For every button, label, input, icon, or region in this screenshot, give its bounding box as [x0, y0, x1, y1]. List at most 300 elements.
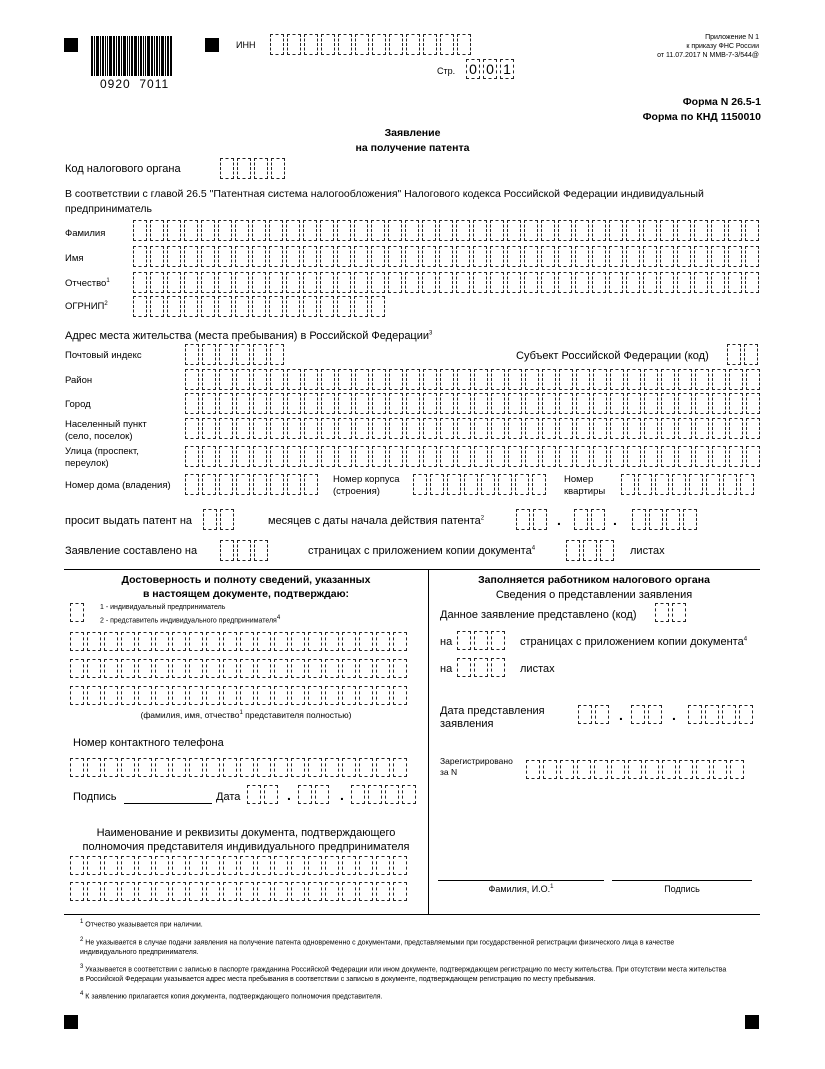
input-cell[interactable]: [372, 369, 386, 390]
input-cell[interactable]: [87, 686, 101, 705]
input-cell[interactable]: [439, 272, 453, 293]
input-cell[interactable]: [287, 369, 301, 390]
input-cell[interactable]: [464, 474, 478, 495]
input-cell[interactable]: [236, 344, 250, 365]
input-cell[interactable]: [440, 393, 454, 414]
input-cell[interactable]: [219, 446, 233, 467]
input-cell[interactable]: [456, 220, 470, 241]
input-cell[interactable]: [628, 760, 642, 779]
input-cell[interactable]: [253, 369, 267, 390]
input-cell[interactable]: [576, 393, 590, 414]
input-cell[interactable]: [271, 158, 285, 179]
input-cell[interactable]: [257, 882, 271, 901]
input-cell[interactable]: [359, 686, 373, 705]
input-cell[interactable]: [592, 246, 606, 267]
input-cell[interactable]: [354, 272, 368, 293]
input-cell[interactable]: [695, 369, 709, 390]
input-cell[interactable]: [389, 418, 403, 439]
input-cell[interactable]: [705, 705, 719, 724]
input-cell[interactable]: [185, 446, 199, 467]
input-cell[interactable]: [644, 369, 658, 390]
input-cell[interactable]: [201, 296, 215, 317]
input-cell[interactable]: [711, 272, 725, 293]
input-cell[interactable]: [543, 760, 557, 779]
input-cell[interactable]: [203, 509, 217, 530]
input-cell[interactable]: [337, 272, 351, 293]
input-cell[interactable]: [525, 369, 539, 390]
input-cell[interactable]: [593, 369, 607, 390]
input-cell[interactable]: [304, 446, 318, 467]
input-cell[interactable]: [303, 246, 317, 267]
input-cell[interactable]: [728, 220, 742, 241]
input-cell[interactable]: [371, 220, 385, 241]
input-cell[interactable]: [189, 882, 203, 901]
surname-cells[interactable]: [133, 220, 759, 241]
input-cell[interactable]: [627, 369, 641, 390]
input-cell[interactable]: [270, 474, 284, 495]
input-cell[interactable]: [558, 246, 572, 267]
input-cell[interactable]: [206, 882, 220, 901]
input-cell[interactable]: [490, 272, 504, 293]
input-cell[interactable]: [220, 158, 234, 179]
input-cell[interactable]: [422, 246, 436, 267]
input-cell[interactable]: [320, 220, 334, 241]
input-cell[interactable]: [291, 632, 305, 651]
input-cell[interactable]: [711, 246, 725, 267]
input-cell[interactable]: [406, 34, 420, 55]
input-cell[interactable]: [235, 246, 249, 267]
input-cell[interactable]: [320, 296, 334, 317]
input-cell[interactable]: [308, 758, 322, 777]
input-cell[interactable]: [189, 632, 203, 651]
input-cell[interactable]: [376, 758, 390, 777]
input-cell[interactable]: [133, 220, 147, 241]
input-cell[interactable]: [542, 446, 556, 467]
input-cell[interactable]: [121, 856, 135, 875]
input-cell[interactable]: [661, 369, 675, 390]
input-cell[interactable]: [559, 418, 573, 439]
input-cell[interactable]: [524, 220, 538, 241]
input-cell[interactable]: [269, 220, 283, 241]
input-cell[interactable]: [236, 474, 250, 495]
input-cell[interactable]: [240, 856, 254, 875]
input-cell[interactable]: [406, 446, 420, 467]
input-cell[interactable]: [413, 474, 427, 495]
input-cell[interactable]: [269, 296, 283, 317]
input-cell[interactable]: [631, 705, 645, 724]
input-cell[interactable]: [121, 758, 135, 777]
input-cell[interactable]: [694, 246, 708, 267]
input-cell[interactable]: [712, 418, 726, 439]
input-cell[interactable]: [342, 758, 356, 777]
input-cell[interactable]: [202, 446, 216, 467]
input-cell[interactable]: [219, 369, 233, 390]
input-cell[interactable]: [593, 418, 607, 439]
input-cell[interactable]: [287, 446, 301, 467]
phone-cells[interactable]: [70, 758, 407, 777]
input-cell[interactable]: [155, 659, 169, 678]
input-cell[interactable]: [304, 369, 318, 390]
input-cell[interactable]: [525, 418, 539, 439]
input-cell[interactable]: [223, 686, 237, 705]
input-cell[interactable]: [406, 369, 420, 390]
input-cell[interactable]: [167, 296, 181, 317]
input-cell[interactable]: [376, 659, 390, 678]
input-cell[interactable]: [269, 272, 283, 293]
input-cell[interactable]: [359, 758, 373, 777]
input-cell[interactable]: [456, 246, 470, 267]
input-cell[interactable]: [291, 659, 305, 678]
input-cell[interactable]: [474, 631, 488, 650]
input-cell[interactable]: [172, 659, 186, 678]
input-cell[interactable]: [121, 882, 135, 901]
input-cell[interactable]: [338, 446, 352, 467]
input-cell[interactable]: [610, 418, 624, 439]
input-cell[interactable]: [155, 632, 169, 651]
input-cell[interactable]: [632, 509, 646, 530]
input-cell[interactable]: [236, 369, 250, 390]
input-cell[interactable]: [695, 418, 709, 439]
input-cell[interactable]: [87, 856, 101, 875]
input-cell[interactable]: [491, 418, 505, 439]
input-cell[interactable]: [155, 686, 169, 705]
input-cell[interactable]: [223, 758, 237, 777]
input-cell[interactable]: [219, 344, 233, 365]
input-cell[interactable]: [185, 418, 199, 439]
input-cell[interactable]: [235, 272, 249, 293]
input-cell[interactable]: [560, 760, 574, 779]
input-cell[interactable]: [237, 158, 251, 179]
input-cell[interactable]: [559, 369, 573, 390]
input-cell[interactable]: [206, 632, 220, 651]
input-cell[interactable]: [202, 393, 216, 414]
input-cell[interactable]: [220, 509, 234, 530]
input-cell[interactable]: [722, 705, 736, 724]
input-cell[interactable]: [274, 856, 288, 875]
input-cell[interactable]: [649, 509, 663, 530]
input-cell[interactable]: [525, 393, 539, 414]
input-cell[interactable]: [121, 686, 135, 705]
street-cells[interactable]: [185, 446, 760, 467]
input-cell[interactable]: [712, 369, 726, 390]
input-cell[interactable]: [219, 474, 233, 495]
input-cell[interactable]: [235, 220, 249, 241]
input-cell[interactable]: [533, 509, 547, 530]
input-cell[interactable]: [666, 509, 680, 530]
input-cell[interactable]: [342, 882, 356, 901]
input-cell[interactable]: [202, 418, 216, 439]
input-cell[interactable]: [728, 246, 742, 267]
input-cell[interactable]: [206, 686, 220, 705]
input-cell[interactable]: [389, 446, 403, 467]
input-cell[interactable]: [325, 882, 339, 901]
input-cell[interactable]: [371, 296, 385, 317]
input-cell[interactable]: [218, 220, 232, 241]
input-cell[interactable]: [729, 393, 743, 414]
input-cell[interactable]: [439, 220, 453, 241]
input-cell[interactable]: [70, 686, 84, 705]
sign-year-cells[interactable]: [351, 785, 416, 804]
document-details-row[interactable]: [70, 882, 407, 901]
input-cell[interactable]: [423, 393, 437, 414]
input-cell[interactable]: [325, 686, 339, 705]
input-cell[interactable]: [406, 418, 420, 439]
start-month-cells[interactable]: [574, 509, 605, 530]
input-cell[interactable]: [593, 393, 607, 414]
input-cell[interactable]: [578, 705, 592, 724]
input-cell[interactable]: [121, 632, 135, 651]
input-cell[interactable]: [376, 856, 390, 875]
input-cell[interactable]: [70, 882, 84, 901]
input-cell[interactable]: [440, 446, 454, 467]
input-cell[interactable]: [662, 760, 676, 779]
input-cell[interactable]: [291, 856, 305, 875]
input-cell[interactable]: [150, 220, 164, 241]
start-day-cells[interactable]: [516, 509, 547, 530]
input-cell[interactable]: [626, 220, 640, 241]
input-cell[interactable]: [643, 246, 657, 267]
input-cell[interactable]: [201, 272, 215, 293]
input-cell[interactable]: [508, 446, 522, 467]
input-cell[interactable]: [287, 418, 301, 439]
input-cell[interactable]: [490, 220, 504, 241]
input-cell[interactable]: [252, 272, 266, 293]
input-cell[interactable]: [359, 659, 373, 678]
input-cell[interactable]: [286, 272, 300, 293]
input-cell[interactable]: [351, 785, 365, 804]
input-cell[interactable]: [355, 34, 369, 55]
input-cell[interactable]: [405, 246, 419, 267]
input-cell[interactable]: [405, 220, 419, 241]
input-cell[interactable]: [185, 369, 199, 390]
input-cell[interactable]: [337, 246, 351, 267]
input-cell[interactable]: [694, 272, 708, 293]
input-cell[interactable]: [388, 220, 402, 241]
received-pages-cells[interactable]: [457, 631, 505, 650]
document-details-row[interactable]: [70, 856, 407, 875]
input-cell[interactable]: [320, 246, 334, 267]
input-cell[interactable]: [270, 369, 284, 390]
input-cell[interactable]: [359, 882, 373, 901]
input-cell[interactable]: [474, 446, 488, 467]
submission-month-cells[interactable]: [631, 705, 662, 724]
input-cell[interactable]: [270, 446, 284, 467]
input-cell[interactable]: [150, 246, 164, 267]
input-cell[interactable]: [678, 393, 692, 414]
input-cell[interactable]: [274, 659, 288, 678]
input-cell[interactable]: [274, 758, 288, 777]
input-cell[interactable]: [202, 344, 216, 365]
input-cell[interactable]: [627, 446, 641, 467]
input-cell[interactable]: [474, 418, 488, 439]
input-cell[interactable]: [359, 856, 373, 875]
input-cell[interactable]: [325, 632, 339, 651]
input-cell[interactable]: [679, 760, 693, 779]
input-cell[interactable]: [474, 658, 488, 677]
input-cell[interactable]: [70, 856, 84, 875]
input-cell[interactable]: [610, 369, 624, 390]
representative-name-row[interactable]: [70, 686, 407, 705]
input-cell[interactable]: [138, 856, 152, 875]
input-cell[interactable]: [321, 34, 335, 55]
input-cell[interactable]: [368, 785, 382, 804]
input-cell[interactable]: [689, 474, 703, 495]
input-cell[interactable]: [189, 686, 203, 705]
sign-day-cells[interactable]: [247, 785, 278, 804]
name-cells[interactable]: [133, 246, 759, 267]
input-cell[interactable]: [308, 659, 322, 678]
input-cell[interactable]: [355, 446, 369, 467]
input-cell[interactable]: [746, 418, 760, 439]
input-cell[interactable]: [440, 34, 454, 55]
input-cell[interactable]: [746, 393, 760, 414]
input-cell[interactable]: [150, 272, 164, 293]
received-sheets-cells[interactable]: [457, 658, 505, 677]
input-cell[interactable]: [236, 446, 250, 467]
input-cell[interactable]: [155, 758, 169, 777]
input-cell[interactable]: [121, 659, 135, 678]
input-cell[interactable]: [576, 418, 590, 439]
input-cell[interactable]: [610, 446, 624, 467]
input-cell[interactable]: [342, 659, 356, 678]
input-cell[interactable]: [457, 446, 471, 467]
input-cell[interactable]: [745, 272, 759, 293]
input-cell[interactable]: [201, 246, 215, 267]
input-cell[interactable]: [254, 540, 268, 561]
input-cell[interactable]: [70, 758, 84, 777]
input-cell[interactable]: [473, 246, 487, 267]
input-cell[interactable]: [372, 418, 386, 439]
input-cell[interactable]: [678, 418, 692, 439]
input-cell[interactable]: [189, 659, 203, 678]
input-cell[interactable]: [308, 632, 322, 651]
input-cell[interactable]: [291, 686, 305, 705]
input-cell[interactable]: [524, 246, 538, 267]
input-cell[interactable]: [660, 220, 674, 241]
input-cell[interactable]: [600, 540, 614, 561]
input-cell[interactable]: [388, 272, 402, 293]
input-cell[interactable]: [695, 393, 709, 414]
input-cell[interactable]: [678, 369, 692, 390]
input-cell[interactable]: [491, 446, 505, 467]
input-cell[interactable]: [185, 393, 199, 414]
input-cell[interactable]: [184, 296, 198, 317]
input-cell[interactable]: [304, 474, 318, 495]
input-cell[interactable]: [683, 509, 697, 530]
input-cell[interactable]: [172, 686, 186, 705]
input-cell[interactable]: [254, 158, 268, 179]
input-cell[interactable]: [253, 344, 267, 365]
input-cell[interactable]: [150, 296, 164, 317]
input-cell[interactable]: [661, 393, 675, 414]
input-cell[interactable]: [354, 246, 368, 267]
submission-year-cells[interactable]: [688, 705, 753, 724]
input-cell[interactable]: [393, 632, 407, 651]
input-cell[interactable]: [218, 246, 232, 267]
input-cell[interactable]: [337, 220, 351, 241]
inn-cells[interactable]: [270, 34, 471, 55]
input-cell[interactable]: [645, 760, 659, 779]
input-cell[interactable]: [457, 418, 471, 439]
input-cell[interactable]: [354, 296, 368, 317]
input-cell[interactable]: [457, 393, 471, 414]
input-cell[interactable]: [269, 246, 283, 267]
input-cell[interactable]: [739, 705, 753, 724]
input-cell[interactable]: [508, 393, 522, 414]
input-cell[interactable]: [402, 785, 416, 804]
input-cell[interactable]: [298, 785, 312, 804]
input-cell[interactable]: [498, 474, 512, 495]
input-cell[interactable]: [723, 474, 737, 495]
input-cell[interactable]: [393, 882, 407, 901]
input-cell[interactable]: [218, 296, 232, 317]
input-cell[interactable]: [220, 540, 234, 561]
input-cell[interactable]: [185, 344, 199, 365]
input-cell[interactable]: [172, 758, 186, 777]
city-cells[interactable]: [185, 393, 760, 414]
input-cell[interactable]: [591, 509, 605, 530]
input-cell[interactable]: [745, 246, 759, 267]
input-cell[interactable]: [559, 393, 573, 414]
input-cell[interactable]: [252, 246, 266, 267]
input-cell[interactable]: [372, 446, 386, 467]
input-cell[interactable]: [532, 474, 546, 495]
input-cell[interactable]: [627, 393, 641, 414]
input-cell[interactable]: [286, 246, 300, 267]
input-cell[interactable]: [393, 758, 407, 777]
input-cell[interactable]: [507, 246, 521, 267]
input-cell[interactable]: [321, 418, 335, 439]
input-cell[interactable]: [240, 686, 254, 705]
input-cell[interactable]: [388, 246, 402, 267]
input-cell[interactable]: [393, 659, 407, 678]
input-cell[interactable]: [439, 246, 453, 267]
input-cell[interactable]: [355, 393, 369, 414]
input-cell[interactable]: [393, 856, 407, 875]
input-cell[interactable]: [240, 758, 254, 777]
input-cell[interactable]: [223, 882, 237, 901]
input-cell[interactable]: [712, 446, 726, 467]
input-cell[interactable]: [138, 758, 152, 777]
input-cell[interactable]: [338, 34, 352, 55]
input-cell[interactable]: [235, 296, 249, 317]
input-cell[interactable]: [321, 446, 335, 467]
input-cell[interactable]: [138, 686, 152, 705]
input-cell[interactable]: [577, 760, 591, 779]
input-cell[interactable]: [264, 785, 278, 804]
input-cell[interactable]: [372, 393, 386, 414]
input-cell[interactable]: [172, 882, 186, 901]
input-cell[interactable]: [593, 446, 607, 467]
input-cell[interactable]: [376, 686, 390, 705]
input-cell[interactable]: [189, 758, 203, 777]
input-cell[interactable]: [627, 418, 641, 439]
input-cell[interactable]: [253, 418, 267, 439]
input-cell[interactable]: [189, 856, 203, 875]
input-cell[interactable]: [376, 882, 390, 901]
input-cell[interactable]: [447, 474, 461, 495]
input-cell[interactable]: [304, 393, 318, 414]
input-cell[interactable]: [473, 272, 487, 293]
input-cell[interactable]: [457, 658, 471, 677]
input-cell[interactable]: [257, 758, 271, 777]
input-cell[interactable]: [172, 632, 186, 651]
submission-day-cells[interactable]: [578, 705, 609, 724]
input-cell[interactable]: [575, 272, 589, 293]
input-cell[interactable]: [70, 632, 84, 651]
input-cell[interactable]: [287, 474, 301, 495]
input-cell[interactable]: [138, 659, 152, 678]
